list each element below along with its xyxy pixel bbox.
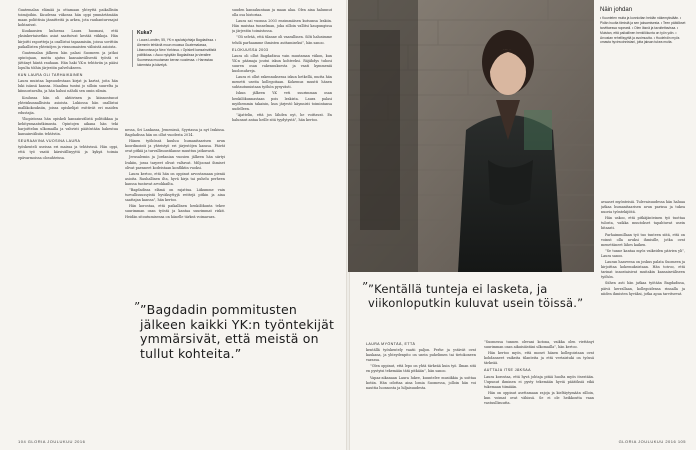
body-paragraph: työskenteli useissa eri maissa ja tehtävissä. Hän oppi, että työ vaatii kärsivällisyyttä ja kykyä toimia epävarmoissa olosuhteissa.	[18, 145, 118, 160]
body-paragraph: Guatemalan jälkeen hän palasi Suomeen ja jatkoi opintojaan, mutta ajatus kansainvälisestä työstä ei jättänyt häntä rauhaan. Hän haki YK:n tehtäviin ja pääsi lopulta töihin järjestön palvelukseen.	[18, 50, 118, 71]
body-paragraph: suuden kansakuntaan ja maan alaa. Olen aina halunnut olla osa historiaa.	[232, 8, 332, 18]
section-lead: AUTTAJA ITSE JÄKSAA	[484, 368, 531, 373]
portrait-image	[348, 0, 594, 272]
section-lead: LAURA MYÖNTÄÄ, ETTÄ	[366, 342, 416, 346]
body-paragraph: Laura sai vuonna 2003 ensimmäisen kutsunsa Irakiin. Hän muistaa tunnelman, joka silloin vallitsi kaupungissa ja järjestön toimistossa.	[232, 19, 332, 34]
body-paragraph: avaaset myönteisiä. Tulevaisuudessa hän haluaa jatkaa humanitaarisen avun parissa ja tukea nuoria työntekijöitä.	[601, 200, 685, 215]
body-paragraph: ”Suomessa tunnen olevani kotona, vaikka olen viettänyt suurimman osan aikuisiästäni ulkomailla”, hän kertoo.	[484, 340, 594, 350]
body-paragraph: Laura ei ollut rakennuksessa iskun hetkellä, mutta hän menetti useita kollegoitaan. Kokemus muutti hänen suhtautumistaan työhön pysyvästi.	[232, 75, 332, 90]
right-column-2	[484, 340, 594, 440]
body-paragraph: Laura kertoo, että hän on oppinut arvostamaan pieniä asioita. Rauhallinen ilta, hyvä kirja tai puhelu perheen kanssa tuntuvat arvokkailta.	[125, 171, 225, 186]
left-column-1	[18, 8, 118, 438]
right-column-3	[601, 200, 685, 438]
section-lead: ELOKUUSSA 2003	[232, 47, 269, 52]
body-paragraph: Laura korostaa, että hyvä johtaja pitää huolta myös itsestään. Uupunut ihminen ei pysty tekemään hyviä päätöksiä eikä tukemaan tiimiään.	[484, 374, 594, 389]
right-column-1	[366, 340, 476, 440]
pull-quote: ”Bagdadin pommitusten jälkeen kaikki YK:n työntekijät ymmärsivät, että meistä on tullut kohteita.”	[140, 302, 335, 361]
page-folio: 104 GLORIA JOULUKUU 2016	[18, 439, 86, 444]
body-paragraph: Guatemalan elämää ja ottamaan yhteyttä paikallisiin toimijoihin. Kuudessa viikossa hän oppi ymmärtämään maan poliittisia jännitteitä ja arkea, jota rauhanturvaajat kohtasivat.	[18, 8, 118, 28]
body-paragraph: Lauran haaveena on joskus palata Suomeen ja kirjoittaa kokemuksistaan. Hän toivoo, että tarinat innostaisivat muitakin kansainväliseen työhön.	[601, 260, 685, 280]
left-column-3	[232, 8, 332, 288]
body-paragraph: Vapaa-aikanaan Laura lukee, kuuntelee musiikkia ja soittaa kotiin. Hän odottaa aina lomia Suomessa, jolloin hän voi nauttia luonnosta ja hiljaisuudesta.	[366, 375, 476, 390]
section-lead: SEURAAVINA VUOSINA LAURA	[18, 139, 81, 144]
pull-quote: ”Kentällä tunteja ei lasketa, ja viikonloputkin kuluvat usein töissä.”	[368, 282, 584, 310]
body-paragraph: Hän kertoo myös, että monet hänen kollegoistaan ovat kohdanneet vaikeita tilanteita ja että vertaistuki on työssä tärkeää.	[484, 351, 594, 366]
sidebar-caption	[600, 8, 686, 45]
body-paragraph: ”Se tunne kantaa myös vaikeiden päivien yli”, Laura sanoo.	[601, 248, 685, 258]
body-paragraph: ”Ajattelin, että jos lähden nyt, he voittavat. En halunnut antaa heille sitä tyydytystä”, hän kertoo.	[232, 112, 332, 122]
caption-title: Näin johdan	[600, 7, 633, 13]
body-paragraph: Hän korostaa, että paikallinen henkilökunta tekee suurimman osan työstä ja kantaa suurimmat riskit. Heidän sitoutumisensa on hänelle tärkeä voimavara.	[125, 204, 225, 219]
body-paragraph: ”Bagdadissa elämä on rajattua. Liikumme vain turvallisuussyistä hyväksyttyjä reittejä pitkin ja aina saattajan kanssa”, hän kertoo.	[125, 188, 225, 203]
body-paragraph: kentällä työskentely vaatii paljon. Perhe ja ystävät ovat kaukana, ja yhteydenpito on usein puhelimen tai tietokoneen varassa.	[366, 348, 476, 363]
quote-mark-icon: ”	[362, 280, 369, 294]
body-paragraph: Iskun jälkeen YK veti suurimman osan henkilökunnastaan pois Irakista. Laura palasi myöhemmin takaisin, kun järjestö käynnisti toimintansa uudelleen.	[232, 91, 332, 111]
section-lead: KUN LAURA OLI TARHAIKÄINEN	[18, 73, 83, 78]
body-paragraph: Jerusalemin ja Jordanian vuosien jälkeen hän siirtyi Irakiin, jossa tarpeet olivat valtavat. Miljoonat ihmiset olivat paenneet kodeistaan konfliktin vuoksi.	[125, 155, 225, 170]
body-paragraph: Hänen työhönsä kuuluu humanitaarisen avun koordinointi ja yhteistyö eri järjestöjen kanssa. Päivät ovat pitkiä ja turvallisuustilanne muuttuu jatkuvasti.	[125, 139, 225, 154]
quote-mark-icon: ”	[134, 300, 141, 314]
body-paragraph: Koulussa hän oli aktiivinen ja kiinnostunut yhteiskunnallisista asioista. Lukiossa hän osallistui mallikokouksiin, joissa opiskelijat esittivät eri maiden edustajia.	[18, 95, 118, 115]
info-box-title: Kuka?	[137, 30, 153, 36]
body-paragraph: Kuukausien kuluessa Laura huomasi, että yksinkertaisetkin asiat saattoivat kestää viikkoja. Hän kirjoitti raportteja ja osallistui tapaamisiin, joissa sovittiin paikallisten yhteisöjen ja viranomaisten välisistä asioista.	[18, 29, 118, 49]
body-paragraph: Parhaimmillaan työ tuo tunteen siitä, että on voinut olla avuksi ihmisille, jotka ovat menettäneet lähes kaiken.	[601, 232, 685, 247]
left-column-2	[125, 128, 225, 288]
body-paragraph: Hän on oppinut asettamaan rajoja ja kieltäytymään silloin, kun voimat ovat vähissä. Se ei ole heikkoutta vaan vastuullisuutta.	[484, 390, 594, 406]
body-paragraph: Laura oli ollut Bagdadissa vain muutaman viikon, kun YK:n päämaja joutui iskun kohteeksi. Räjähdys tuhosi suuren osan rakennuksesta ja vaati kymmeniä kuolonuhreja.	[232, 53, 332, 74]
portrait-photo	[348, 0, 594, 272]
body-paragraph: ”Oli selvää, että tilanne oli vaarallinen. Silti halusimme tehdä parhaamme ihmisten auttamiseksi”, hän sanoo.	[232, 35, 332, 45]
body-paragraph: ”Olen oppinut, että lepo on yhtä tärkeää kuin työ. Ilman sitä en pystyisi tekemään tätä pitkään”, hän sanoo.	[366, 364, 476, 374]
body-paragraph: nessa, Sri Lankassa, Jemenissä, Syyriassa ja nyt Irakissa. Bagdadissa hän on ollut vuodesta 2014.	[125, 128, 225, 138]
body-paragraph: Yliopistossa hän opiskeli kansainvälistä politiikkaa ja kehitysmaatutkimusta. Opintojen aikana hän teki harjoittelun ulkomailla ja vahvisti päätöstään hakeutua kansainvälisiin tehtäviin.	[18, 116, 118, 137]
info-box	[132, 30, 217, 67]
body-paragraph: Hän uskoo, että pitkäjänteinen työ tuottaa tulosta, vaikka muutokset tapahtuvat usein hitaasti.	[601, 216, 685, 231]
info-box-body: • Laura Londén, 55, YK:n apulaisjohtaja Bagdadissa. • Aiemmin tehtäviä muun muassa Guatemalassa, Libanonissa ja New Yorkissa. • Opiskeli kansainvälistä politiikkaa. • Asuu nykyään Bagdadissa ja vierailee Suomessa muutaman kerran vuodessa. • Harrastaa lukemista ja kävelyä.	[137, 38, 217, 67]
caption-body: • Kuuntelen muita ja kunnioitan heidän näkemyksiään. • Pidän huolta tiimistä ja sen jaksamisesta. • Teen päätökset tarvittaessa nopeasti. • Olen läsnä ja tavoitettavissa. • Muistan, että paikallinen henkilökunta on työn ydin. • Arvostan rehellisyyttä ja avoimuutta. • Huolehdin myös omasta hyvinvoinnistani, jotta jaksan tukea muita.	[600, 15, 686, 45]
body-paragraph: Laura muistaa lapsuudestaan kirjat ja kartat, joita hän luki isänsä kanssa. Maailma tuntui jo silloin suurelta ja kiinnostavalta, ja hän halusi nähdä sen omin silmin.	[18, 79, 118, 94]
page-folio: GLORIA JOULUKUU 2016 105	[618, 439, 686, 444]
body-paragraph: Siihen asti hän jatkaa työtään Bagdadissa, päivä kerrallaan, kollegoidensa rinnalla ja niiden ihmisten hyväksi, jotka apua tarvitsevat.	[601, 281, 685, 296]
